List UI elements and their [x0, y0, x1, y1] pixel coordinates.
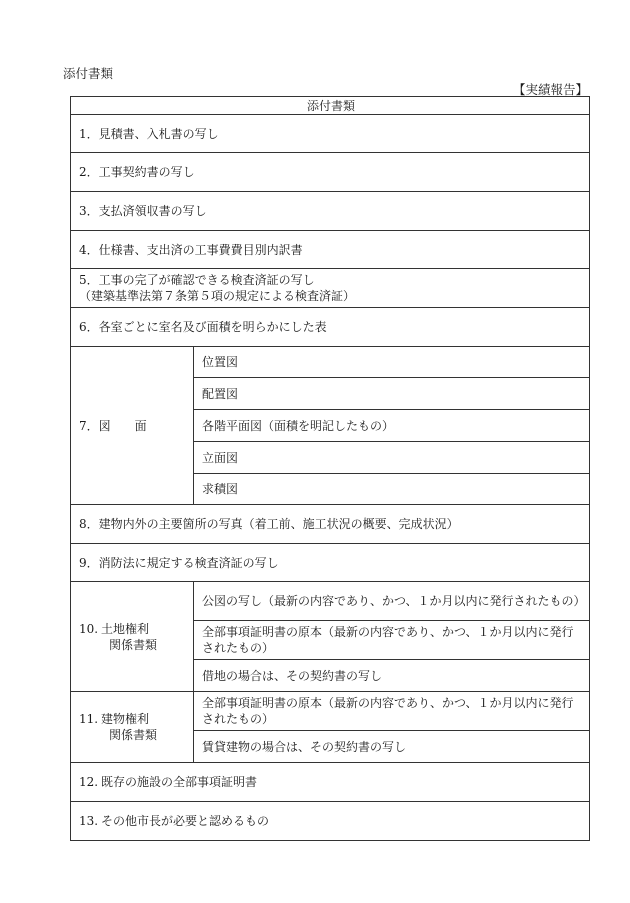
item-number: 11.	[79, 712, 99, 726]
land-rights-label-cell	[71, 582, 194, 692]
document-item-2	[71, 153, 590, 192]
item-number: 6．	[79, 320, 99, 334]
drawing-item: 求積図	[194, 474, 590, 505]
building-rights-label-1: 建物権利	[101, 712, 150, 726]
page-title: 添付書類	[63, 66, 114, 81]
item-number: 5．	[79, 273, 99, 287]
document-item-12	[71, 763, 590, 802]
table-row	[71, 505, 590, 544]
drawing-item: 位置図	[194, 347, 590, 378]
item-number: 4．	[79, 242, 99, 257]
document-item-4	[71, 231, 590, 269]
land-document-item: 全部事項証明書の原本（最新の内容であり、かつ、１か月以内に発行されたもの）	[194, 621, 590, 660]
document-item-1	[71, 115, 590, 153]
item-text: 仕様書、支出済の工事費費目別内訳書	[98, 242, 303, 257]
item-text: 各室ごとに室名及び面積を明らかにした表	[98, 320, 327, 334]
drawing-item: 立面図	[194, 442, 590, 474]
building-document-item: 全部事項証明書の原本（最新の内容であり、かつ、１か月以内に発行されたもの）	[194, 692, 590, 731]
building-rights-label-2: 関係書類	[109, 728, 158, 742]
item-number: 13.	[79, 814, 99, 828]
attachment-documents-table	[70, 96, 590, 841]
table-header: 添付書類	[71, 97, 590, 115]
item-text: 既存の施設の全部事項証明書	[101, 775, 258, 789]
table-row	[71, 582, 590, 621]
land-document-item: 借地の場合は、その契約書の写し	[194, 660, 590, 692]
item-text: 消防法に規定する検査済証の写し	[98, 555, 279, 570]
building-document-item: 賃貸建物の場合は、その契約書の写し	[194, 731, 590, 763]
item-number: 10.	[79, 621, 99, 636]
drawings-label: 図 面	[98, 418, 147, 433]
item-text: 支払済領収書の写し	[98, 204, 207, 218]
building-rights-label-cell	[71, 692, 194, 763]
item-number: 9．	[79, 555, 99, 570]
document-item-13	[71, 802, 590, 841]
document-item-5	[71, 269, 590, 308]
table-row	[71, 153, 590, 192]
item-number: 1．	[79, 126, 99, 141]
item-number: 8．	[79, 517, 99, 531]
item-text-note: （建築基準法第７条第５項の規定による検査済証）	[79, 289, 356, 303]
table-row	[71, 763, 590, 802]
drawings-label-cell	[71, 347, 194, 505]
land-rights-label-2: 関係書類	[109, 637, 158, 652]
item-number: 12.	[79, 775, 99, 789]
document-item-3	[71, 192, 590, 231]
table-row	[71, 269, 590, 308]
table-row	[71, 115, 590, 153]
land-rights-label-1: 土地権利	[101, 621, 150, 636]
item-text: 工事の完了が確認できる検査済証の写し	[98, 273, 315, 287]
item-number: 3．	[79, 204, 99, 218]
document-item-9	[71, 544, 590, 582]
table-row	[71, 347, 590, 378]
drawing-item: 配置図	[194, 378, 590, 410]
table-header-row	[71, 97, 590, 115]
item-text: 工事契約書の写し	[98, 165, 195, 179]
document-item-8	[71, 505, 590, 544]
report-type-label: 【実績報告】	[512, 82, 588, 97]
document-item-6	[71, 308, 590, 347]
item-number: 2．	[79, 165, 99, 179]
item-text: 建物内外の主要箇所の写真（着工前、施工状況の概要、完成状況）	[98, 517, 459, 531]
table-row	[71, 802, 590, 841]
table-row	[71, 192, 590, 231]
table-row	[71, 544, 590, 582]
item-text: 見積書、入札書の写し	[98, 126, 219, 141]
item-number: 7．	[79, 418, 99, 433]
item-text: その他市長が必要と認めるもの	[101, 814, 270, 828]
table-row	[71, 231, 590, 269]
table-row	[71, 692, 590, 731]
land-document-item: 公図の写し（最新の内容であり、かつ、１か月以内に発行されたもの）	[194, 582, 590, 621]
drawing-item: 各階平面図（面積を明記したもの）	[194, 410, 590, 442]
table-row	[71, 308, 590, 347]
